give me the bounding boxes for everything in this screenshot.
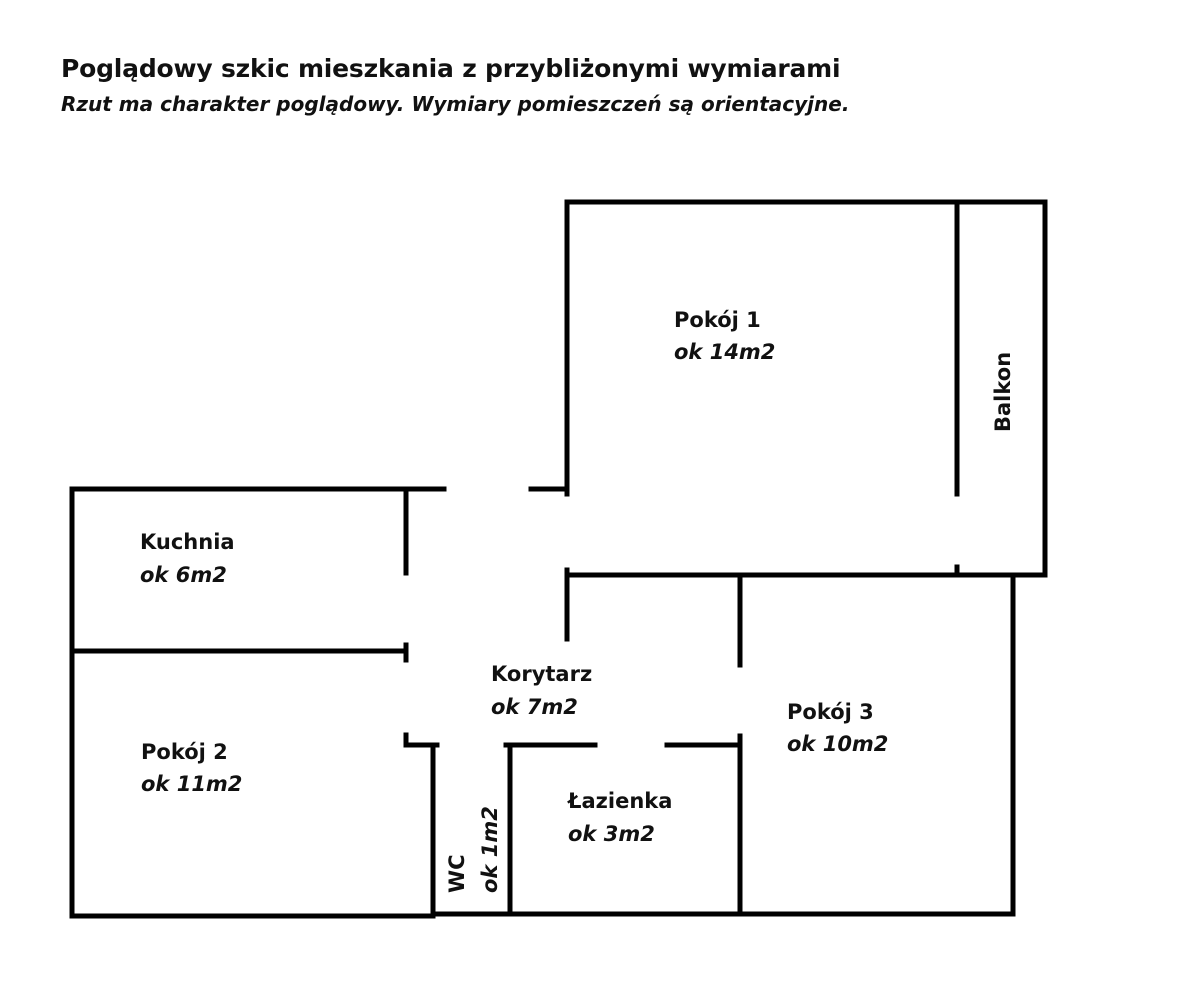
room-name: WC — [445, 854, 469, 893]
room-area: ok 10m2 — [787, 732, 889, 756]
room-korytarz — [491, 662, 592, 719]
room-pokoj1 — [674, 308, 775, 364]
room-area: ok 11m2 — [141, 772, 243, 796]
walls — [72, 202, 1045, 916]
room-name: Łazienka — [568, 789, 673, 813]
room-name: Balkon — [991, 351, 1015, 432]
room-wc — [445, 806, 502, 893]
room-name: Pokój 2 — [141, 740, 228, 764]
room-area: ok 1m2 — [478, 806, 502, 893]
room-name: Kuchnia — [140, 530, 235, 554]
room-area: ok 14m2 — [674, 340, 776, 364]
plan-title: Poglądowy szkic mieszkania z przybliżonymi wymiarami — [61, 54, 841, 83]
room-area: ok 3m2 — [568, 822, 655, 846]
room-pokoj3 — [787, 700, 888, 756]
room-name: Pokój 1 — [674, 308, 761, 332]
room-area: ok 7m2 — [491, 695, 578, 719]
room-lazienka — [567, 789, 672, 846]
room-kuchnia — [140, 530, 235, 587]
room-balkon — [991, 352, 1015, 432]
room-name: Korytarz — [491, 662, 593, 686]
room-name: Pokój 3 — [787, 700, 874, 724]
plan-subtitle: Rzut ma charakter poglądowy. Wymiary pomieszczeń są orientacyjne. — [61, 92, 850, 116]
room-pokoj2 — [141, 740, 242, 796]
room-area: ok 6m2 — [140, 563, 227, 587]
